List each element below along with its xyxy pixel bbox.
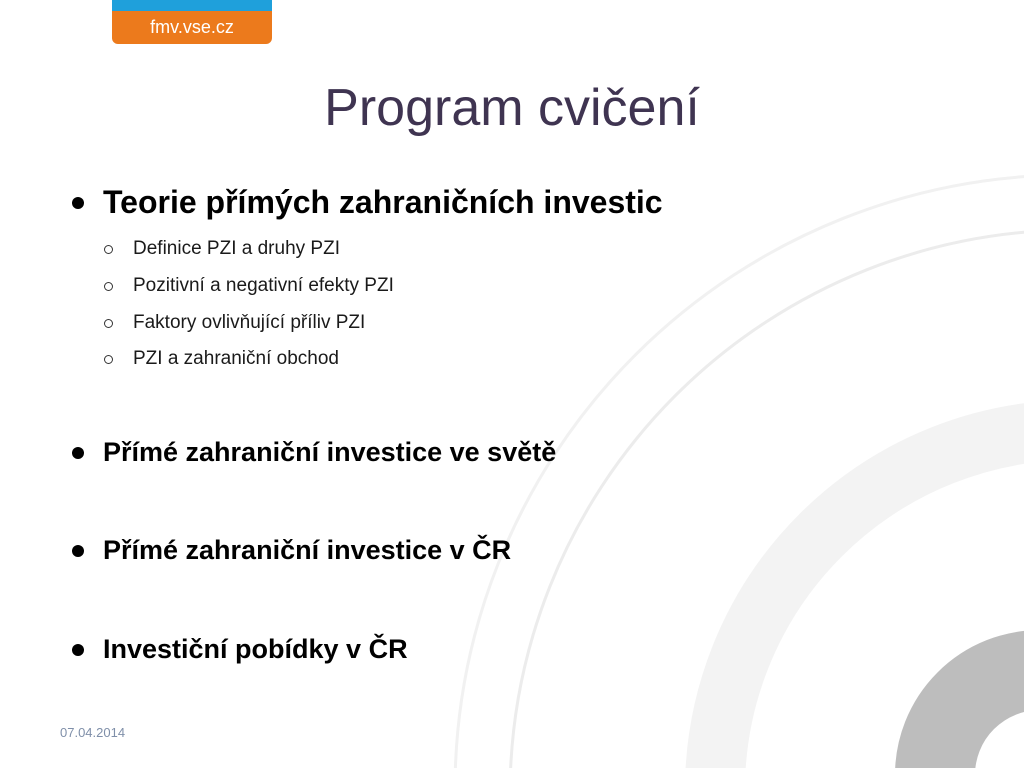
bullet-2-text: Přímé zahraniční investice ve světě [103, 437, 557, 467]
sub-bullet-ring-icon [104, 355, 113, 364]
bullet-1 [72, 184, 663, 221]
subitem-3 [104, 312, 365, 334]
bullet-4-text: Investiční pobídky v ČR [103, 634, 408, 664]
subitem-4-text: PZI a zahraniční obchod [133, 348, 339, 369]
logo[interactable] [112, 0, 272, 44]
subitem-1-text: Definice PZI a druhy PZI [133, 238, 340, 259]
subitem-4 [104, 348, 339, 370]
sub-bullet-ring-icon [104, 282, 113, 291]
slide-title: Program cvičení [324, 79, 700, 137]
bullet-dot-icon [72, 545, 84, 557]
bullet-3-text: Přímé zahraniční investice v ČR [103, 535, 512, 565]
bullet-1-text: Teorie přímých zahraničních investic [103, 184, 663, 220]
slide-date: 07.04.2014 [60, 725, 126, 740]
bullet-dot-icon [72, 644, 84, 656]
sub-bullet-ring-icon [104, 319, 113, 328]
bullet-dot-icon [72, 197, 84, 209]
subitem-3-text: Faktory ovlivňující příliv PZI [133, 312, 366, 333]
logo-text: fmv.vse.cz [112, 11, 272, 44]
subitem-2-text: Pozitivní a negativní efekty PZI [133, 275, 394, 296]
bullet-4 [72, 634, 408, 665]
logo-blue-stripe [112, 0, 272, 11]
bullet-dot-icon [72, 447, 84, 459]
bullet-3 [72, 535, 511, 566]
bullet-2 [72, 437, 556, 468]
subitem-2 [104, 275, 394, 297]
subitem-1 [104, 238, 340, 260]
sub-bullet-ring-icon [104, 245, 113, 254]
